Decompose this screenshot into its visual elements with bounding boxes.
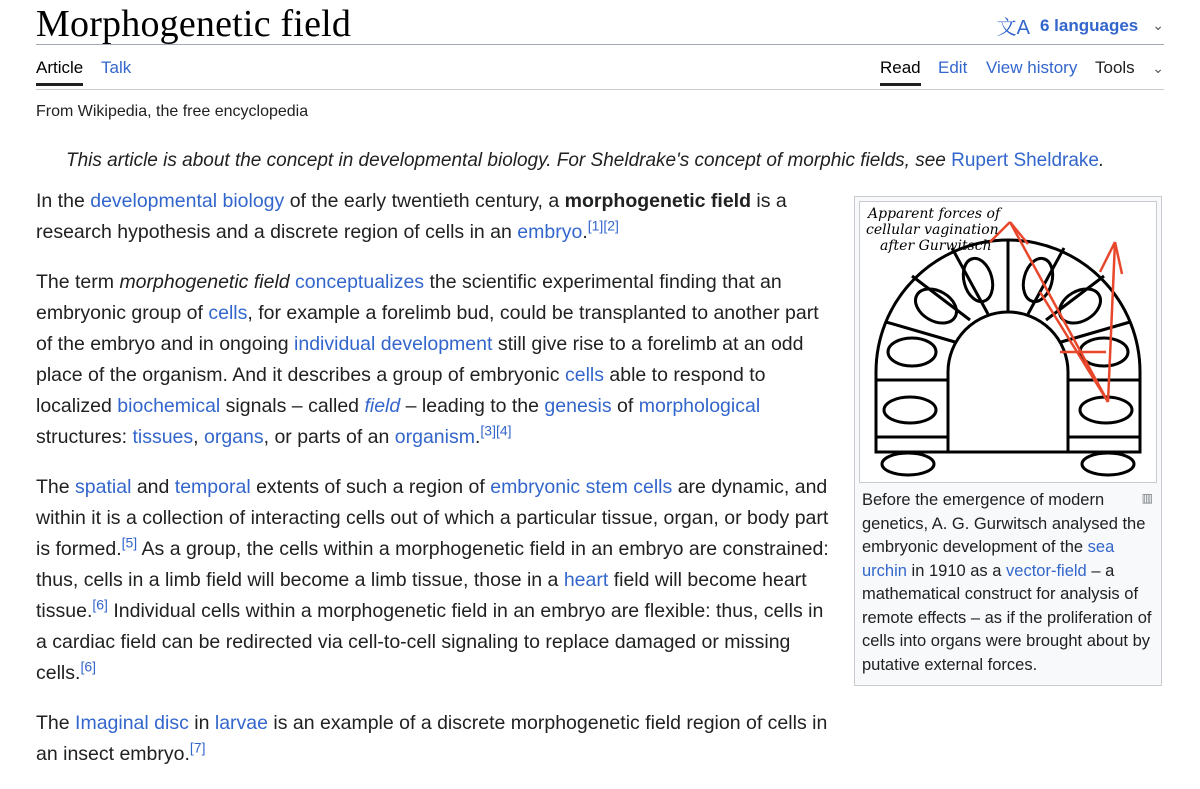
link-individual-development[interactable]: individual development — [294, 333, 493, 355]
link-temporal[interactable]: temporal — [174, 476, 251, 498]
languages-button[interactable] — [997, 11, 1164, 40]
paragraph-2: The term morphogenetic field conceptualizes the scientific experimental finding that an embryonic group of cells, for example a forelimb bud, could be transplanted to another part of the embryo and in ongoing individual development still give rise to a forelimb at an odd place of the organism. And it describes a group of embryonic cells able to respond to localized biochemical signals – called field – leading to the genesis of morphological structures: tissues, organs, or parts of an organism.[3][4] — [36, 271, 819, 448]
paragraph-1: In the developmental biology of the early twentieth century, a morphogenetic field is a research hypothesis and a discrete region of cells in an embryo.[1][2] — [36, 190, 787, 243]
link-conceptualizes[interactable]: conceptualizes — [295, 271, 425, 293]
ref-6[interactable]: [6] — [80, 658, 97, 675]
link-field[interactable]: field — [364, 395, 401, 417]
link-sea-urchin[interactable]: sea urchin — [862, 538, 1115, 580]
ref-7[interactable]: [7] — [189, 739, 206, 756]
page-tabs — [36, 58, 1164, 90]
tab-talk[interactable]: Talk — [101, 58, 132, 77]
languages-label: 6 languages — [1040, 15, 1139, 35]
ref-5[interactable]: [5] — [121, 534, 138, 551]
site-subtitle: From Wikipedia, the free encyclopedia — [36, 103, 309, 120]
tab-read[interactable]: Read — [880, 58, 921, 86]
title-divider — [36, 44, 1164, 45]
gurwitsch-figure[interactable] — [859, 201, 1157, 483]
infobox-figure — [854, 196, 1162, 686]
link-organs[interactable]: organs — [204, 426, 264, 448]
paragraph-3: The spatial and temporal extents of such a region of embryonic stem cells are dynamic, and within it is a collection of interacting cells out of which a particular tissue, organ, or body part is formed.[5] As a group, the cells within a morphogenetic field in an embryo are constrained: thus, cells in a limb field will become a limb tissue, those in a heart field will become heart tissue.[6] Individual cells within a morphogenetic field in an embryo are flexible: thus, cells in a cardiac field can be redirected via cell-to-cell signaling to replace damaged or missing cells.[6] — [36, 476, 829, 684]
chevron-down-icon[interactable]: ⌄ — [1152, 60, 1164, 76]
link-imaginal-disc[interactable]: Imaginal disc — [75, 712, 189, 734]
figure-label-3: after Gurwitsch — [880, 238, 992, 254]
page-title: Morphogenetic field — [36, 3, 352, 45]
enlarge-icon[interactable]: ▥ — [1141, 491, 1153, 505]
link-heart[interactable]: heart — [563, 569, 609, 591]
figure-label-2: cellular vagination — [866, 222, 999, 238]
link-biochemical[interactable]: biochemical — [117, 395, 221, 417]
ref-4[interactable]: [4] — [495, 422, 512, 439]
tools-menu[interactable]: Tools — [1095, 58, 1135, 77]
translate-icon: 文A — [996, 17, 1030, 39]
ref-1[interactable]: [1] — [587, 217, 604, 234]
ref-3[interactable]: [3] — [480, 422, 496, 439]
tab-view-history[interactable]: View history — [986, 58, 1078, 77]
arch-diagram — [860, 202, 1156, 482]
tabs-divider — [36, 89, 1164, 90]
link-morphological[interactable]: morphological — [638, 395, 761, 417]
link-spatial[interactable]: spatial — [75, 476, 132, 498]
ref-6[interactable]: [6] — [92, 596, 108, 613]
link-cells[interactable]: cells — [564, 364, 604, 386]
ref-2[interactable]: [2] — [603, 217, 619, 234]
link-larvae[interactable]: larvae — [214, 712, 268, 734]
hatnote: This article is about the concept in developmental biology. For Sheldrake's concept of morphic fields, see Rupert Sheldrake. — [66, 150, 1105, 171]
article-body — [36, 186, 836, 789]
chevron-down-icon: ⌄ — [1152, 17, 1164, 33]
link-rupert-sheldrake[interactable]: Rupert Sheldrake — [951, 150, 1100, 171]
figure-caption: Before the emergence of modern genetics, A. G. Gurwitsch analysed the embryonic development of the sea urchin in 1910 as a vector-field – a mathematical construct for analysis of remote effects – as if the proliferation of cells into organs were brought about by putative external forces. — [862, 491, 1152, 674]
link-genesis[interactable]: genesis — [544, 395, 612, 417]
paragraph-4: The Imaginal disc in larvae is an example of a discrete morphogenetic field region of cells in an insect embryo.[7] — [36, 712, 828, 765]
bold-term: morphogenetic field — [564, 190, 752, 212]
figure-label-1: Apparent forces of — [868, 206, 1001, 222]
link-embryonic-stem-cells[interactable]: embryonic stem cells — [490, 476, 673, 498]
link-developmental-biology[interactable]: developmental biology — [90, 190, 285, 212]
link-organism[interactable]: organism — [394, 426, 475, 448]
link-vector-field[interactable]: vector-field — [1006, 561, 1087, 580]
tab-article[interactable]: Article — [36, 58, 83, 86]
link-cells[interactable]: cells — [208, 302, 248, 324]
link-embryo[interactable]: embryo — [517, 221, 583, 243]
tab-edit[interactable]: Edit — [938, 58, 968, 77]
link-tissues[interactable]: tissues — [132, 426, 194, 448]
